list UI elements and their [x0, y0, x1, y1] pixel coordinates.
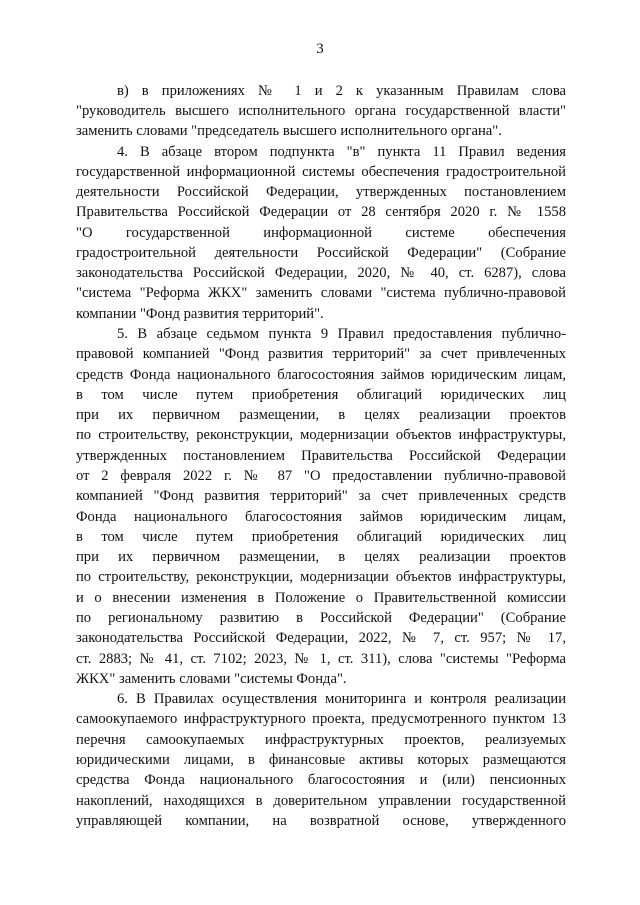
text-line: утвержденных постановлением Правительства Российской Федерации	[76, 448, 566, 464]
text-line: 6. В Правилах осуществления мониторинга и контроля реализации	[117, 691, 566, 707]
text-line: законодательства Российской Федерации, 2022, № 7, ст. 957; № 17,	[76, 630, 566, 646]
text-line: по строительству, реконструкции, модернизации объектов инфраструктуры,	[76, 569, 566, 585]
text-line: 5. В абзаце седьмом пункта 9 Правил предоставления публично-	[117, 326, 566, 342]
text-line: Правительства Российской Федерации от 28 сентября 2020 г. № 1558	[76, 204, 566, 220]
text-line: "система "Реформа ЖКХ" заменить словами "система публично-правовой	[76, 285, 566, 301]
text-line: при их первичном размещении, в целях реализации проектов	[76, 549, 566, 565]
text-line: от 2 февраля 2022 г. № 87 "О предоставлении публично-правовой	[76, 468, 566, 484]
text-line: "О государственной информационной системе обеспечения	[76, 225, 566, 241]
text-line: "руководитель высшего исполнительного органа государственной власти"	[76, 103, 566, 119]
text-line: заменить словами "председатель высшего исполнительного органа".	[76, 123, 502, 139]
text-line: ст. 2883; № 41, ст. 7102; 2023, № 1, ст. 311), слова "системы "Реформа	[76, 651, 566, 667]
text-line: компанией "Фонд развития территорий" за счет привлеченных средств	[76, 488, 566, 504]
text-line: по региональному развитию в Российской Федерации" (Собрание	[76, 610, 566, 626]
text-line: самоокупаемого инфраструктурного проекта, предусмотренного пунктом 13	[76, 711, 566, 727]
text-line: накоплений, находящихся в доверительном управлении государственной	[76, 793, 566, 809]
text-line: законодательства Российской Федерации, 2020, № 40, ст. 6287), слова	[76, 265, 566, 281]
text-line: средства Фонда национального благосостояния и (или) пенсионных	[76, 772, 566, 788]
text-line: компании "Фонд развития территорий".	[76, 306, 324, 322]
page-number: 3	[316, 41, 324, 57]
text-line: Фонда национального благосостояния займов юридическим лицам,	[76, 509, 566, 525]
text-line: по строительству, реконструкции, модернизации объектов инфраструктуры,	[76, 427, 566, 443]
text-line: в том числе путем приобретения облигаций юридических лиц	[76, 387, 566, 403]
text-line: юридическими лицами, в финансовые активы которых размещаются	[76, 752, 566, 768]
text-line: градостроительной деятельности Российской Федерации" (Собрание	[76, 245, 566, 261]
text-line: и о внесении изменения в Положение о Правительственной комиссии	[76, 590, 566, 606]
text-line: 4. В абзаце втором подпункта "в" пункта 11 Правил ведения	[117, 144, 566, 160]
text-line: в) в приложениях № 1 и 2 к указанным Правилам слова	[117, 83, 566, 99]
text-line: в том числе путем приобретения облигаций юридических лиц	[76, 529, 566, 545]
text-line: перечня самоокупаемых инфраструктурных проектов, реализуемых	[76, 732, 566, 748]
text-line: ЖКХ" заменить словами "системы Фонда".	[76, 671, 347, 687]
text-line: управляющей компании, на возвратной основе, утвержденного	[76, 813, 566, 829]
text-line: правовой компанией "Фонд развития территорий" за счет привлеченных	[76, 346, 566, 362]
text-line: средств Фонда национального благосостояния займов юридическим лицам,	[76, 367, 566, 383]
text-line: при их первичном размещении, в целях реализации проектов	[76, 407, 566, 423]
text-line: государственной информационной системы обеспечения градостроительной	[76, 164, 566, 180]
text-line: деятельности Российской Федерации, утвержденных постановлением	[76, 184, 566, 200]
